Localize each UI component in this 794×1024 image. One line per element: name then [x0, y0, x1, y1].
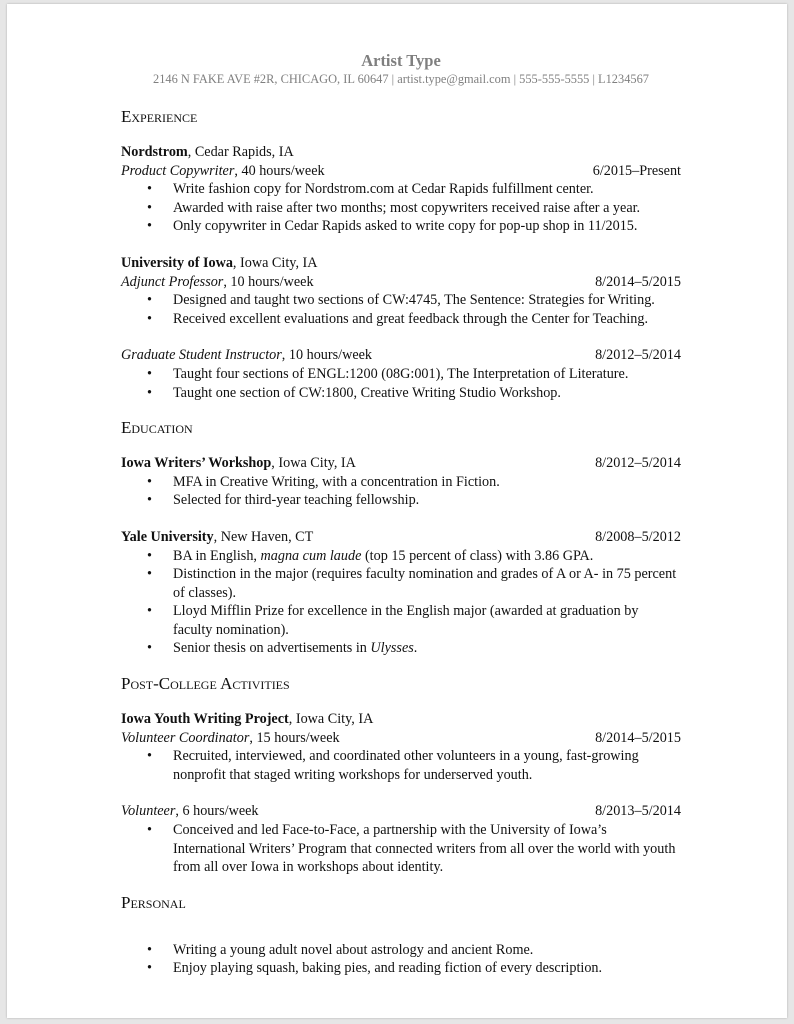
- bullet-icon: •: [147, 199, 152, 216]
- bullet-icon: •: [147, 941, 152, 958]
- experience-entry-university-of-iowa: [121, 254, 681, 328]
- bullet-icon: •: [147, 566, 152, 583]
- org-row: [121, 454, 681, 473]
- role-row: [121, 346, 681, 365]
- role-dates: 8/2012–5/2014: [595, 347, 681, 364]
- list-item: • Write fashion copy for Nordstrom.com at Cedar Rapids fulfillment center.: [147, 181, 594, 198]
- list-item: • Distinction in the major (requires faculty nomination and grades of A or A- in 75 percent of classes).: [147, 566, 677, 601]
- role-row: [121, 273, 681, 292]
- org-line: [121, 254, 681, 273]
- education-dates: 8/2008–5/2012: [595, 528, 681, 545]
- bullet-icon: •: [147, 748, 152, 765]
- list-item: • Designed and taught two sections of CW:4745, The Sentence: Strategies for Writing.: [147, 292, 655, 309]
- education-dates: 8/2012–5/2014: [595, 455, 681, 472]
- education-entry-yale: [121, 528, 681, 658]
- org-line: [121, 710, 681, 729]
- role-title: Graduate Student Instructor: [121, 347, 282, 364]
- org-name: Yale University: [121, 528, 214, 545]
- role-title: Volunteer Coordinator: [121, 729, 250, 746]
- role-hours: , 10 hours/week: [223, 273, 314, 290]
- bullet-icon: •: [147, 640, 152, 657]
- role-dates: 8/2013–5/2014: [595, 803, 681, 820]
- bullet-list: [121, 291, 681, 328]
- role-dates: 8/2014–5/2015: [595, 273, 681, 290]
- role-hours: , 10 hours/week: [281, 347, 373, 364]
- bullet-list: [121, 747, 681, 784]
- org-location: , Iowa City, IA: [232, 254, 318, 271]
- org-row: [121, 528, 681, 547]
- list-item: • Only copywriter in Cedar Rapids asked to write copy for pop-up shop in 11/2015.: [147, 218, 638, 235]
- resume-content: [121, 51, 681, 978]
- experience-entry-nordstrom: [121, 143, 681, 236]
- role-hours: , 15 hours/week: [249, 729, 340, 746]
- org-location: , New Haven, CT: [213, 528, 314, 545]
- bullet-icon: •: [147, 384, 152, 401]
- bullet-icon: •: [147, 365, 152, 382]
- bullet-icon: •: [147, 218, 152, 235]
- role-dates: 8/2014–5/2015: [595, 729, 681, 746]
- role-dates: 6/2015–Present: [592, 162, 681, 179]
- document-page: [7, 4, 787, 1018]
- org-location: , Iowa City, IA: [271, 455, 356, 472]
- bullet-icon: •: [147, 473, 152, 490]
- list-item: • Awarded with raise after two months; most copywriters received raise after a year.: [147, 199, 641, 216]
- bullet-list: [121, 547, 681, 659]
- bullet-icon: •: [147, 310, 152, 327]
- role-title: Volunteer: [121, 803, 176, 820]
- role-title: Adjunct Professor: [121, 273, 224, 290]
- list-item: • BA in English, magna cum laude (top 15 percent of class) with 3.86 GPA.: [147, 547, 594, 564]
- list-item: • Lloyd Mifflin Prize for excellence in the English major (awarded at graduation by faculty nomination).: [147, 603, 639, 638]
- activity-entry-iywp-coordinator: [121, 710, 681, 784]
- list-item: • Senior thesis on advertisements in Ulysses.: [147, 640, 418, 657]
- list-item: • Recruited, interviewed, and coordinated other volunteers in a young, fast-growing nonprofit that staged writing workshops for underserved youth.: [147, 748, 639, 783]
- org-name: Iowa Youth Writing Project: [121, 711, 289, 728]
- role-title: Product Copywriter: [121, 162, 235, 179]
- role-hours: , 40 hours/week: [234, 162, 325, 179]
- role-row: [121, 162, 681, 181]
- list-item: • MFA in Creative Writing, with a concentration in Fiction.: [147, 473, 500, 490]
- bullet-icon: •: [147, 292, 152, 309]
- bullet-icon: •: [147, 547, 152, 564]
- contact-line: 2146 N FAKE AVE #2R, CHICAGO, IL 60647 | artist.type@gmail.com | 555-555-5555 | L1234567: [153, 72, 649, 86]
- list-item: • Received excellent evaluations and great feedback through the Center for Teaching.: [147, 310, 649, 327]
- bullet-list: [121, 365, 681, 402]
- list-item: • Taught four sections of ENGL:1200 (08G:001), The Interpretation of Literature.: [147, 365, 629, 382]
- role-hours: , 6 hours/week: [175, 803, 259, 820]
- resume-name: Artist Type: [361, 51, 441, 70]
- bullet-list: [121, 180, 681, 236]
- list-item: • Conceived and led Face-to-Face, a partnership with the University of Iowa’s International Writers’ Program that connected writers from all over the world with youth from all over Iowa in workshops about identity.: [147, 822, 676, 876]
- org-name: Iowa Writers’ Workshop: [121, 455, 272, 472]
- section-heading-post-college: Post-College Activities: [121, 674, 290, 694]
- experience-entry-graduate-instructor: [121, 346, 681, 402]
- bullet-icon: •: [147, 822, 152, 839]
- bullet-list: [121, 473, 681, 510]
- section-heading-personal: Personal: [121, 892, 186, 912]
- bullet-icon: •: [147, 181, 152, 198]
- section-heading-education: Education: [121, 418, 193, 438]
- list-item: • Enjoy playing squash, baking pies, and reading fiction of every description.: [147, 960, 603, 977]
- bullet-icon: •: [147, 492, 152, 509]
- bullet-icon: •: [147, 960, 152, 977]
- section-heading-experience: Experience: [121, 107, 198, 126]
- bullet-icon: •: [147, 603, 152, 620]
- bullet-list: [121, 941, 681, 978]
- org-location: , Cedar Rapids, IA: [187, 144, 294, 160]
- education-entry-iowa-writers-workshop: [121, 454, 681, 510]
- role-row: [121, 729, 681, 748]
- org-location: , Iowa City, IA: [288, 711, 374, 728]
- org-name: University of Iowa: [121, 254, 233, 271]
- list-item: • Selected for third-year teaching fellowship.: [147, 492, 420, 509]
- role-row: [121, 802, 681, 821]
- list-item: • Writing a young adult novel about astrology and ancient Rome.: [147, 941, 534, 958]
- org-name: Nordstrom: [121, 144, 188, 160]
- org-line: [121, 143, 681, 162]
- activity-entry-iywp-volunteer: [121, 802, 681, 876]
- bullet-list: [121, 821, 681, 877]
- list-item: • Taught one section of CW:1800, Creative Writing Studio Workshop.: [147, 384, 561, 401]
